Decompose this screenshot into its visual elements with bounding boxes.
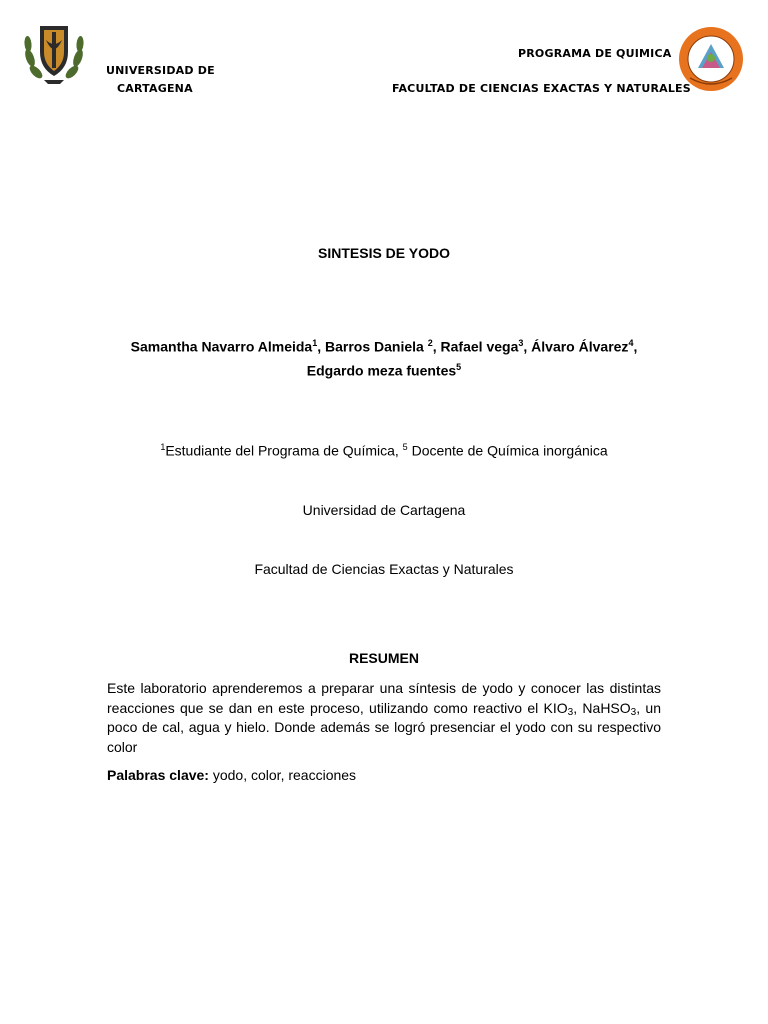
subscript: 3 xyxy=(630,706,637,718)
author-name: Álvaro Álvarez xyxy=(531,338,629,355)
author-superscript: 5 xyxy=(456,361,462,372)
university-line: Universidad de Cartagena xyxy=(302,502,466,518)
chemistry-program-seal-icon xyxy=(676,24,746,94)
student-affiliation: Estudiante del Programa de Química, xyxy=(165,442,403,459)
university-name-line2: CARTAGENA xyxy=(117,82,193,95)
keywords-list: yodo, color, reacciones xyxy=(208,767,357,783)
subscript: 3 xyxy=(567,706,574,718)
author-separator: , xyxy=(317,338,326,355)
author-line-2 xyxy=(0,357,768,381)
university-name-line1: UNIVERSIDAD DE xyxy=(106,64,215,77)
keywords-label: Palabras clave: xyxy=(107,767,209,783)
abstract-heading: RESUMEN xyxy=(348,650,419,666)
abstract-text-part: Este laboratorio aprenderemos a preparar una síntesis de yodo y conocer las distintas reacciones que se dan en este proceso, utilizando como reactivo el KIO xyxy=(107,680,661,716)
author-superscript: 1 xyxy=(312,338,318,348)
author-name: Rafael vega xyxy=(440,338,519,355)
author-name: Samantha Navarro Almeida xyxy=(130,338,313,355)
author-superscript: 3 xyxy=(518,338,524,348)
affiliation-superscript: 5 xyxy=(402,442,408,452)
faculty-name: FACULTAD DE CIENCIAS EXACTAS Y NATURALES xyxy=(392,82,691,95)
author-separator: , xyxy=(523,338,532,355)
author-superscript: 2 xyxy=(427,338,433,348)
author-line-1 xyxy=(0,333,768,357)
affiliation-superscript: 1 xyxy=(160,442,166,452)
author-name: Edgardo meza fuentes xyxy=(306,362,457,379)
university-crest-icon xyxy=(20,18,88,86)
author-name: Barros Daniela xyxy=(325,338,428,355)
abstract-text-part: , NaHSO xyxy=(573,699,631,716)
abstract-text xyxy=(107,679,661,757)
author-superscript: 4 xyxy=(628,338,634,348)
abstract-text-part: , un poco de cal, agua y hielo. Donde además se logró presenciar el yodo con su respectivo color xyxy=(107,699,661,755)
document-title: SINTESIS DE YODO xyxy=(318,245,450,261)
program-name: PROGRAMA DE QUIMICA xyxy=(518,47,672,60)
affiliation-line xyxy=(0,442,768,459)
faculty-line: Facultad de Ciencias Exactas y Naturales xyxy=(254,561,514,577)
author-separator: , xyxy=(633,338,638,355)
keywords-line xyxy=(107,766,661,786)
author-separator: , xyxy=(432,338,441,355)
author-list xyxy=(0,333,768,380)
teacher-affiliation: Docente de Química inorgánica xyxy=(407,442,608,459)
